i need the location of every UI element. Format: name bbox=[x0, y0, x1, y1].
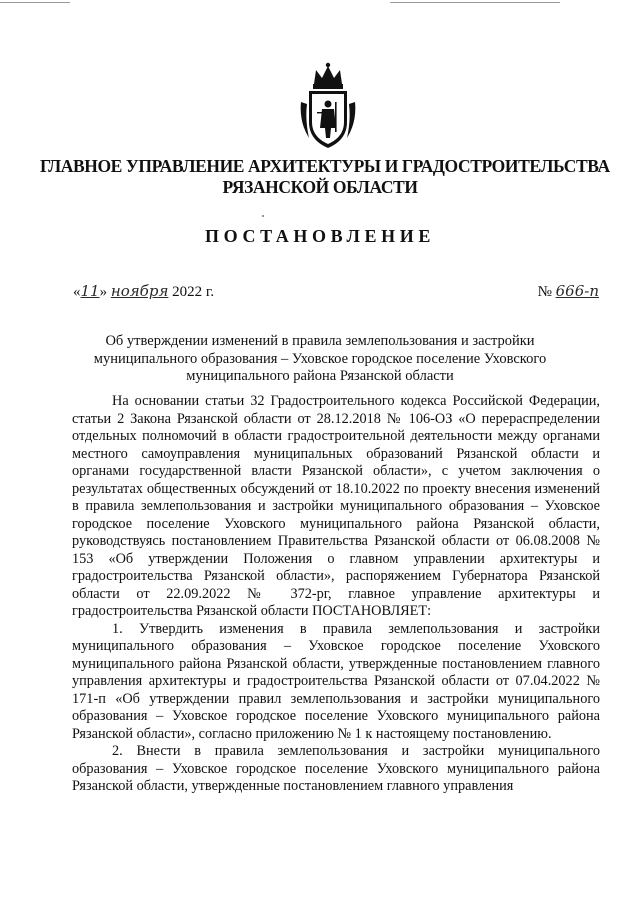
subject-line3: муниципального района Рязанской области bbox=[186, 368, 454, 384]
coat-of-arms-icon bbox=[297, 62, 359, 152]
document-type-heading: ПОСТАНОВЛЕНИЕ bbox=[205, 226, 435, 246]
date-close-quote: » bbox=[99, 284, 108, 300]
scan-artifact-line bbox=[0, 2, 70, 3]
number-value-handwritten: 666-п bbox=[555, 282, 599, 300]
document-date bbox=[73, 282, 214, 301]
document-subject bbox=[60, 333, 580, 386]
subject-line2: муниципального образования – Уховское городское поселение Уховского bbox=[93, 350, 547, 367]
date-day-handwritten: 11 bbox=[80, 282, 100, 300]
body-paragraph-2: 2. Внести в правила землепользования и застройки муниципального образования – Уховское городское поселение Уховского муниципального района Рязанской области, утвержденные постановлением главного управления bbox=[72, 743, 600, 794]
organization-title-line1: ГЛАВНОЕ УПРАВЛЕНИЕ АРХИТЕКТУРЫ И ГРАДОСТРОИТЕЛЬСТВА bbox=[40, 156, 610, 176]
subject-line1: Об утверждении изменений в правила землепользования и застройки bbox=[105, 333, 535, 349]
scan-speck bbox=[262, 215, 264, 217]
body-paragraph-intro: На основании статьи 32 Градостроительного кодекса Российской Федерации, статьи 2 Закона Рязанской области от 28.12.2018 № 106-ОЗ «О перераспределении отдельных полномочий в области градостроительной деятельности между органами местного самоуправления муниципальных образований Рязанской области и органами государственной власти Рязанской области», с учетом заключения о результатах общественных обсуждений от 18.10.2022 по проекту внесения изменений в правила землепользования и застройки муниципального образования – Уховское городское поселение Уховского муниципального района Рязанской области, руководствуясь постановлением Правительства Рязанской области от 06.08.2008 № 153 «Об утверждении Положения о главном управлении архитектуры и градостроительства Рязанской области», распоряжением Губернатора Рязанской области от 22.09.2022 № 372-рг, главное управление архитектуры и градостроительства Рязанской области ПОСТАНОВЛЯЕТ: bbox=[72, 393, 600, 619]
document-body bbox=[72, 393, 600, 796]
scan-artifact-line bbox=[390, 2, 560, 3]
date-month-handwritten: ноября bbox=[110, 282, 169, 300]
number-sign: № bbox=[537, 284, 552, 300]
date-year: 2022 г. bbox=[172, 284, 215, 300]
document-number bbox=[538, 282, 599, 301]
date-open-quote: « bbox=[73, 284, 81, 300]
body-paragraph-1: 1. Утвердить изменения в правила землепользования и застройки муниципального образования – Уховское городское поселение Уховского муниципального района Рязанской области, утвержденные постановлением главного управления архитектуры и градостроительства Рязанской области от 07.04.2022 № 171-п «Об утверждении правил землепользования и застройки муниципального образования – Уховское городское поселение Уховского муниципального района Рязанской области», согласно приложению № 1 к настоящему постановлению. bbox=[72, 620, 600, 742]
organization-title bbox=[40, 156, 610, 198]
organization-title-line2: РЯЗАНСКОЙ ОБЛАСТИ bbox=[222, 177, 418, 197]
